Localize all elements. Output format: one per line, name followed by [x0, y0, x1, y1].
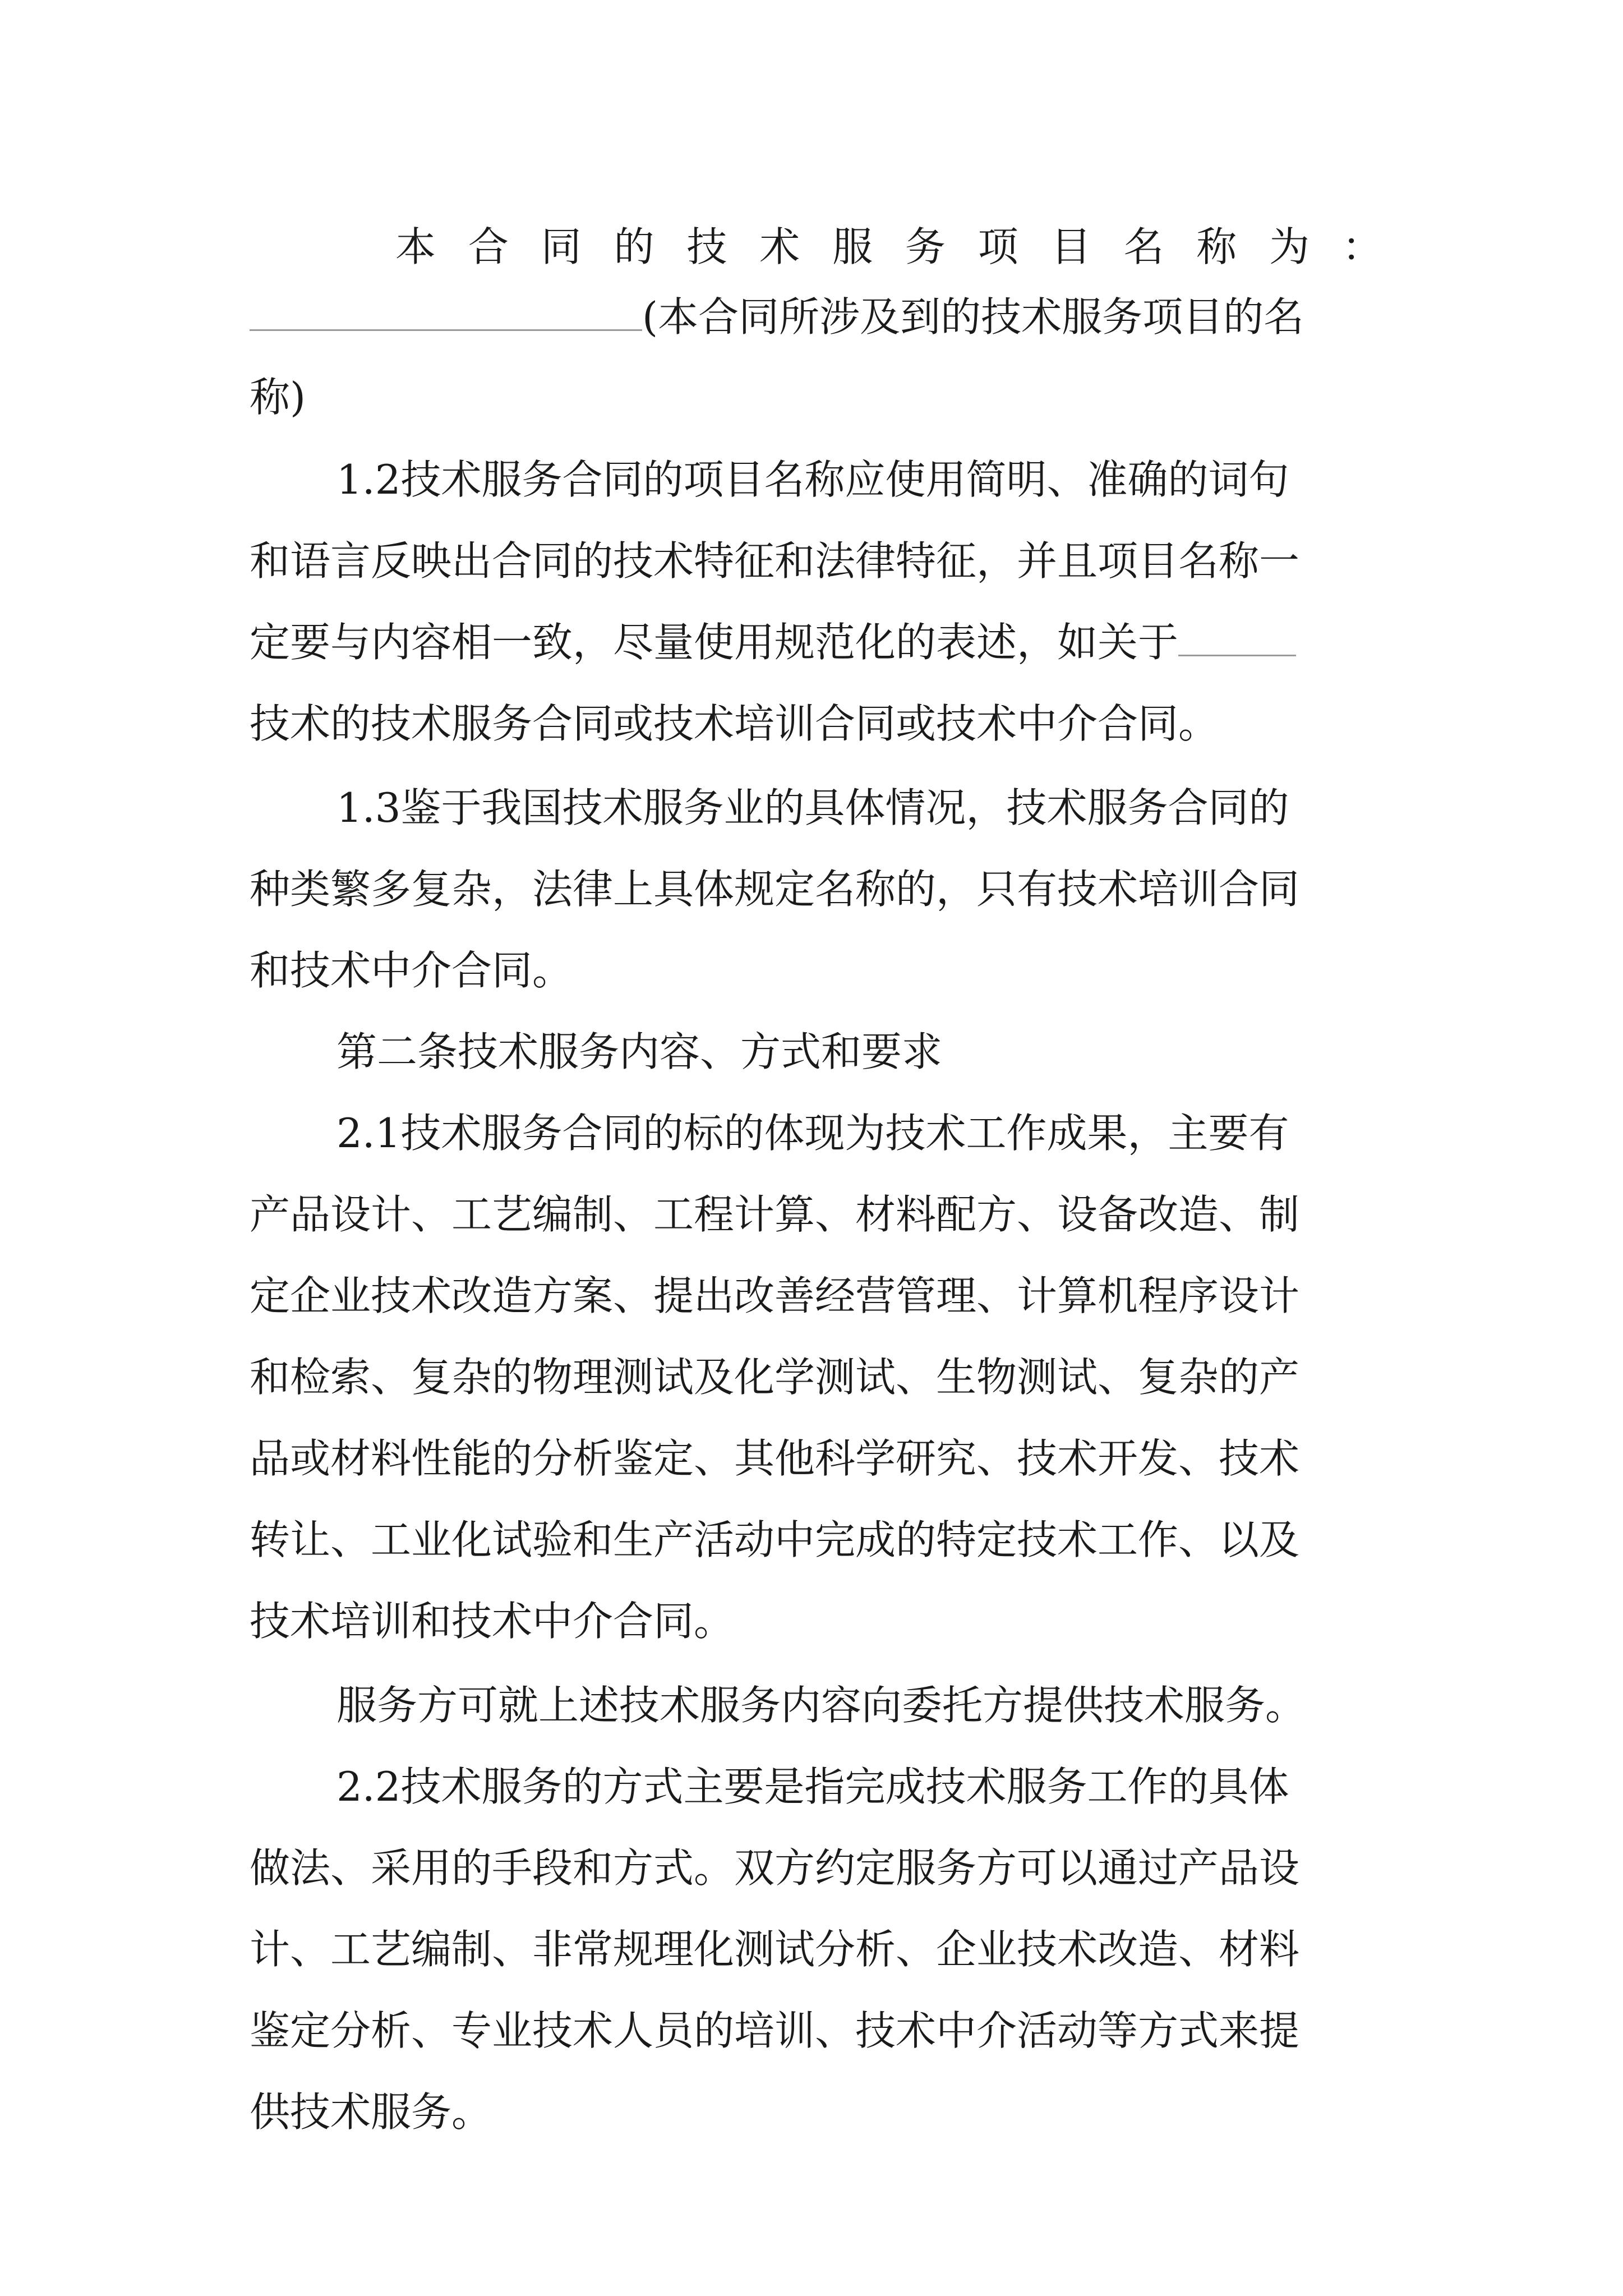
paragraph-1-3-line: 和技术中介合同。 [250, 947, 573, 994]
title-char: 为 [1269, 223, 1310, 270]
paragraph-1-3-line: 1.3鉴于我国技术服务业的具体情况，技术服务合同的 [336, 784, 1289, 831]
paragraph-2-1-line: 2.1技术服务合同的标的体现为技术工作成果，主要有 [336, 1110, 1289, 1157]
title-char: 项 [978, 223, 1018, 270]
article-2-heading: 第二条技术服务内容、方式和要求 [336, 1028, 943, 1075]
project-name-title-line [395, 216, 1382, 278]
paragraph-2-2-line: 计、工艺编制、非常规理化测试分析、企业技术改造、材料 [250, 1926, 1300, 1973]
paragraph-2-1-line: 产品设计、工艺编制、工程计算、材料配方、设备改造、制 [250, 1191, 1300, 1238]
paragraph-2-1-line: 和检索、复杂的物理测试及化学测试、生物测试、复杂的产 [250, 1354, 1300, 1401]
title-char: 名 [1123, 223, 1164, 270]
paragraph-2-1-line: 品或材料性能的分析鉴定、其他科学研究、技术开发、技术 [250, 1435, 1300, 1482]
title-char: 称 [1196, 223, 1237, 270]
title-char: 本 [395, 223, 436, 270]
paragraph-2-2-line: 供技术服务。 [250, 2088, 492, 2136]
paragraph-text: 定要与内容相一致，尽量使用规范化的表述，如关于 [250, 619, 1179, 666]
paragraph-1-2-line [250, 611, 1382, 673]
paragraph-1-2-line: 和语言反映出合同的技术特征和法律特征，并且项目名称一 [250, 537, 1300, 585]
title-char: 服 [832, 223, 873, 270]
paragraph-1-2-line: 1.2技术服务合同的项目名称应使用简明、准确的词句 [336, 456, 1289, 503]
title-char: 的 [614, 223, 654, 270]
document-page [250, 0, 1382, 2296]
technology-name-blank[interactable] [1178, 620, 1296, 656]
project-name-line-end: 称) [250, 374, 306, 421]
title-char: 术 [759, 223, 800, 270]
project-name-hint: (本合同所涉及到的技术服务项目的名 [642, 293, 1304, 341]
title-char: 目 [1050, 223, 1091, 270]
title-char: 技 [686, 223, 727, 270]
paragraph-2-2-line: 2.2技术服务的方式主要是指完成技术服务工作的具体 [336, 1763, 1289, 1810]
paragraph-2-2-line: 鉴定分析、专业技术人员的培训、技术中介活动等方式来提 [250, 2007, 1300, 2054]
paragraph-1-2-line: 技术的技术服务合同或技术培训合同或技术中介合同。 [250, 700, 1219, 747]
title-char: ： [1341, 223, 1382, 270]
service-provision-paragraph: 服务方可就上述技术服务内容向委托方提供技术服务。 [336, 1682, 1306, 1729]
paragraph-2-1-line: 技术培训和技术中介合同。 [250, 1598, 735, 1645]
project-name-line [250, 286, 1382, 348]
title-char: 同 [541, 223, 582, 270]
paragraph-2-1-line: 定企业技术改造方案、提出改善经营管理、计算机程序设计 [250, 1272, 1300, 1319]
project-name-blank[interactable] [250, 295, 642, 331]
paragraph-2-2-line: 做法、采用的手段和方式。双方约定服务方可以通过产品设 [250, 1844, 1300, 1892]
paragraph-2-1-line: 转让、工业化试验和生产活动中完成的特定技术工作、以及 [250, 1516, 1300, 1563]
title-char: 务 [905, 223, 946, 270]
paragraph-1-3-line: 种类繁多复杂，法律上具体规定名称的，只有技术培训合同 [250, 866, 1300, 913]
title-char: 合 [468, 223, 509, 270]
